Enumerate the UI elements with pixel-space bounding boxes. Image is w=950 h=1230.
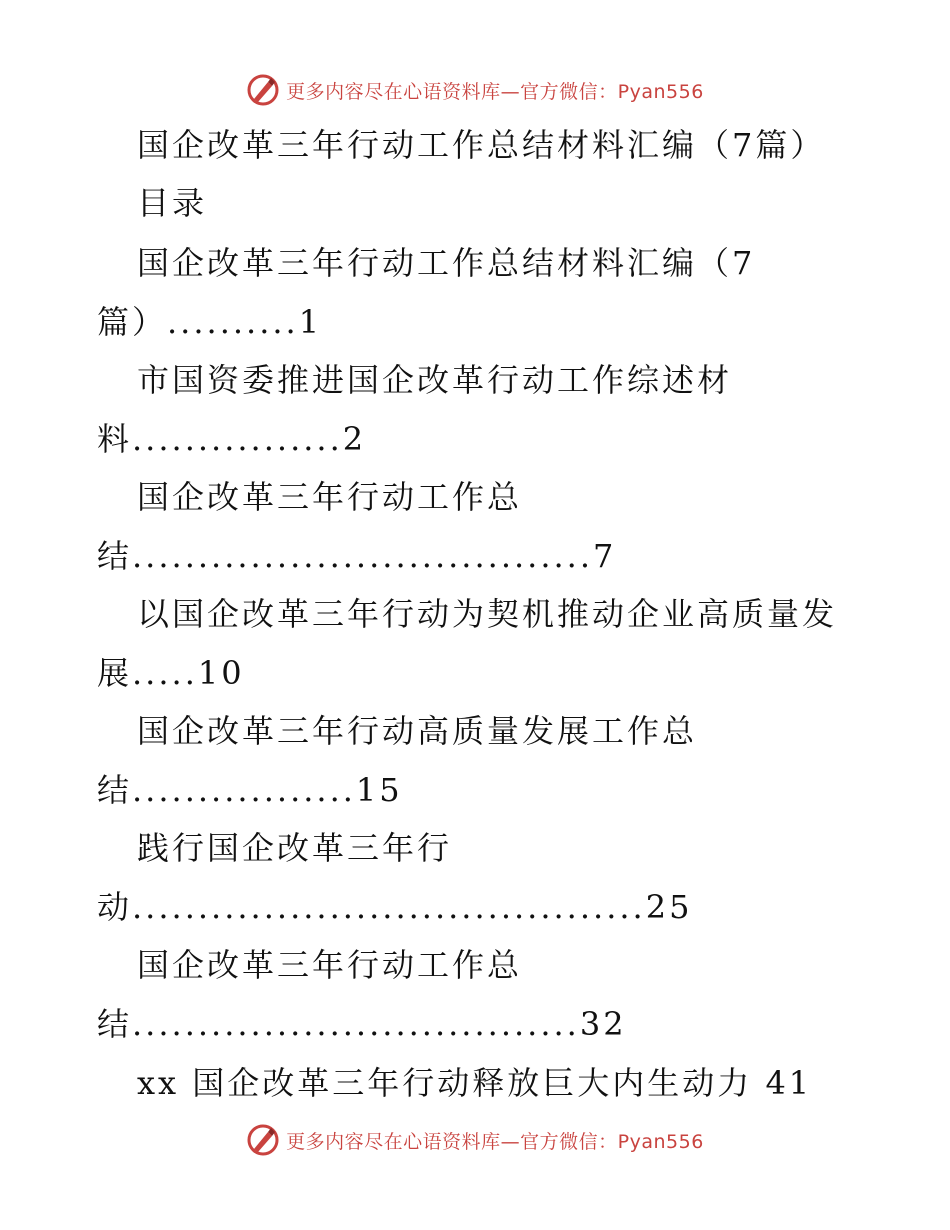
- toc-entry-4-page: 展.....10: [97, 654, 245, 692]
- toc-entry-8: xx 国企改革三年行动释放巨大内生动力 41: [137, 1064, 813, 1102]
- toc-entry-3: 国企改革三年行动工作总: [137, 478, 523, 516]
- toc-entry-7-page: 结..................................32: [97, 1005, 627, 1043]
- toc-entry-3-page: 结...................................7: [97, 537, 617, 575]
- toc-entry-7: 国企改革三年行动工作总: [137, 946, 523, 984]
- toc-entry-1-page: 篇）..........1: [97, 303, 323, 341]
- watermark-header: [0, 70, 950, 110]
- toc-heading: 目录: [137, 184, 208, 222]
- pen-logo-icon: [246, 73, 280, 107]
- toc-entry-5: 国企改革三年行动高质量发展工作总: [137, 712, 698, 750]
- toc-entry-6-page: 动.......................................25: [97, 888, 693, 926]
- toc-entry-2-page: 料................2: [97, 420, 367, 458]
- toc-entry-6: 践行国企改革三年行: [137, 829, 453, 867]
- toc-entry-2: 市国资委推进国企改革行动工作综述材: [137, 361, 733, 399]
- toc-entry-1: 国企改革三年行动工作总结材料汇编（7: [137, 244, 756, 282]
- document-title: 国企改革三年行动工作总结材料汇编（7篇）: [137, 126, 826, 164]
- pen-logo-icon: [246, 1123, 280, 1157]
- watermark-text: 更多内容尽在心语资料库—官方微信：Pyan556: [286, 80, 704, 103]
- watermark-footer: [0, 1120, 950, 1160]
- toc-entry-5-page: 结.................15: [97, 771, 403, 809]
- watermark-text: 更多内容尽在心语资料库—官方微信：Pyan556: [286, 1130, 704, 1153]
- toc-entry-4: 以国企改革三年行动为契机推动企业高质量发: [137, 595, 838, 633]
